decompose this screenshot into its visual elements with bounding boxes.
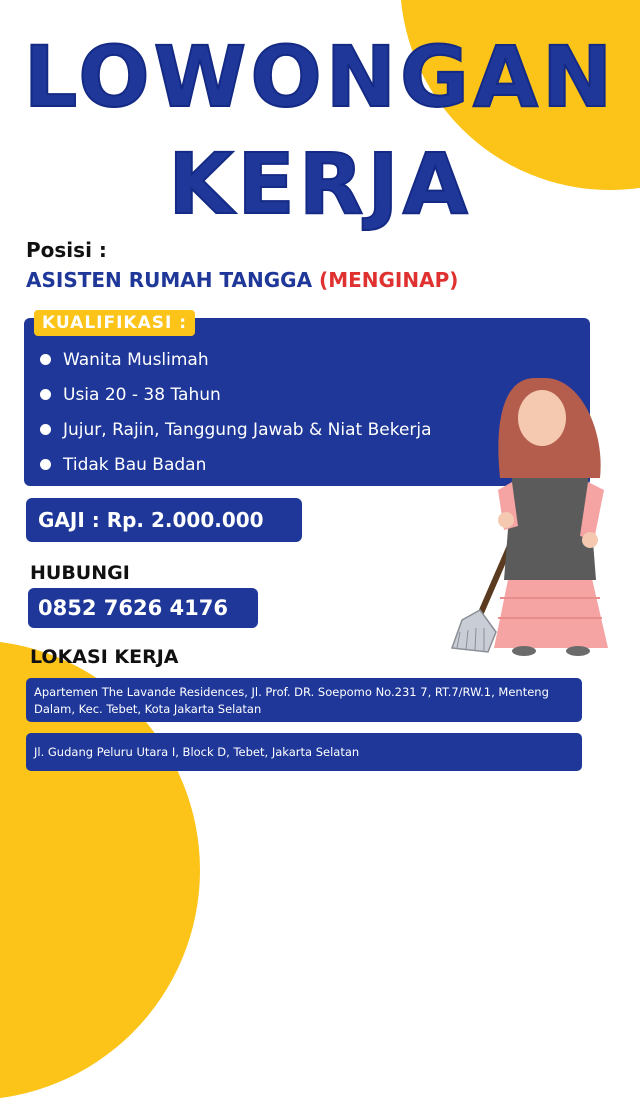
salary-badge: GAJI : Rp. 2.000.000 xyxy=(26,498,302,542)
position-qualifier: (MENGINAP) xyxy=(319,268,459,292)
bullet-icon xyxy=(40,389,51,400)
qualification-text: Usia 20 - 38 Tahun xyxy=(63,384,221,405)
face-icon xyxy=(518,390,566,446)
list-item xyxy=(40,377,432,412)
qualifications-list xyxy=(40,342,432,482)
qualifications-label: KUALIFIKASI : xyxy=(34,310,195,336)
qualification-text: Wanita Muslimah xyxy=(63,349,209,370)
list-item xyxy=(40,342,432,377)
location-label: LOKASI KERJA xyxy=(30,646,179,668)
bullet-icon xyxy=(40,424,51,435)
position-label: Posisi : xyxy=(26,238,107,262)
address-box-2: Jl. Gudang Peluru Utara I, Block D, Tebet, Jakarta Selatan xyxy=(26,733,582,771)
position-title-row xyxy=(26,268,458,292)
housekeeper-illustration xyxy=(440,370,630,670)
skirt-icon xyxy=(494,570,608,648)
list-item xyxy=(40,447,432,482)
contact-label: HUBUNGI xyxy=(30,562,130,584)
position-title: ASISTEN RUMAH TANGGA xyxy=(26,268,313,292)
qualification-text: Jujur, Rajin, Tanggung Jawab & Niat Bekerja xyxy=(63,419,432,440)
broom-head-icon xyxy=(452,610,496,652)
phone-number[interactable]: 0852 7626 4176 xyxy=(28,588,258,628)
address-box-1: Apartemen The Lavande Residences, Jl. Prof. DR. Soepomo No.231 7, RT.7/RW.1, Menteng Dalam, Kec. Tebet, Kota Jakarta Selatan xyxy=(26,678,582,722)
list-item xyxy=(40,412,432,447)
qualification-text: Tidak Bau Badan xyxy=(63,454,207,475)
bullet-icon xyxy=(40,459,51,470)
headline-line-1: LOWONGAN xyxy=(23,28,617,126)
headline-line-2: KERJA xyxy=(168,135,472,233)
bullet-icon xyxy=(40,354,51,365)
